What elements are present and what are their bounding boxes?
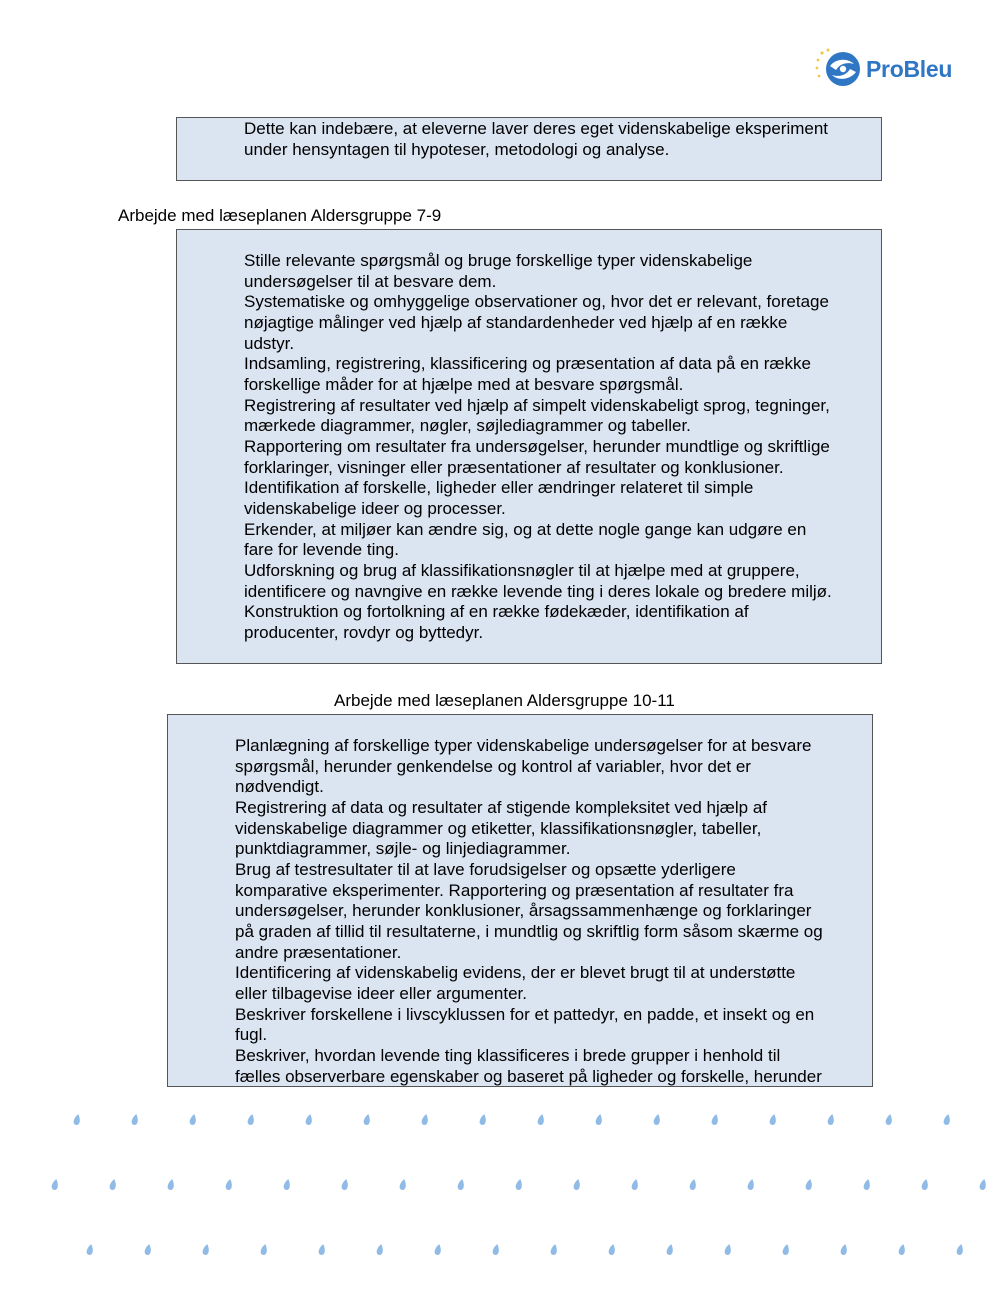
curriculum-line: udstyr. (244, 334, 295, 353)
curriculum-line: forklaringer, visninger eller præsentationer af resultater og konklusioner. (244, 458, 784, 477)
raindrop-icon (666, 1244, 674, 1256)
raindrop-icon (979, 1179, 987, 1191)
raindrop-icon (805, 1179, 813, 1191)
section-heading-7-9: Arbejde med læseplanen Aldersgruppe 7-9 (118, 206, 442, 225)
curriculum-line: Registrering af resultater ved hjælp af simpelt videnskabeligt sprog, tegninger, (244, 396, 830, 415)
curriculum-line: Identificering af videnskabelig evidens, der er blevet brugt til at understøtte (235, 963, 796, 982)
curriculum-line: forskellige måder for at hjælpe med at besvare spørgsmål. (244, 375, 684, 394)
raindrop-icon (434, 1244, 442, 1256)
probleu-emblem-icon (814, 46, 864, 92)
curriculum-line: komparative eksperimenter. Rapportering og præsentation af resultater fra (235, 881, 794, 900)
curriculum-line: Beskriver, hvordan levende ting klassificeres i brede grupper i henhold til (235, 1046, 781, 1065)
raindrop-icon (86, 1244, 94, 1256)
raindrop-icon (608, 1244, 616, 1256)
raindrop-icon (827, 1114, 835, 1126)
curriculum-line: undersøgelser, herunder konklusioner, årsagssammenhænge og forklaringer (235, 901, 812, 920)
intro-line: Dette kan indebære, at eleverne laver deres eget videnskabelige eksperiment (244, 119, 829, 138)
curriculum-line: punktdiagrammer, søjle- og linjediagrammer. (235, 839, 571, 858)
curriculum-line: Stille relevante spørgsmål og bruge forskellige typer videnskabelige (244, 251, 753, 270)
raindrop-pattern (0, 1100, 1000, 1280)
curriculum-line: mærkede diagrammer, nøgler, søjlediagrammer og tabeller. (244, 416, 691, 435)
raindrop-icon (225, 1179, 233, 1191)
curriculum-line: Identifikation af forskelle, ligheder eller ændringer relateret til simple (244, 478, 754, 497)
curriculum-line: fare for levende ting. (244, 540, 399, 559)
raindrop-icon (782, 1244, 790, 1256)
raindrop-icon (769, 1114, 777, 1126)
curriculum-line: Erkender, at miljøer kan ændre sig, og at dette nogle gange kan udgøre en (244, 520, 807, 539)
curriculum-line: på graden af tillid til resultaterne, i mundtlig og skriftlig form såsom skærme og (235, 922, 823, 941)
raindrop-icon (537, 1114, 545, 1126)
raindrop-icon (492, 1244, 500, 1256)
raindrop-icon (399, 1179, 407, 1191)
raindrop-icon (73, 1114, 81, 1126)
curriculum-line: nøjagtige målinger ved hjælp af standardenheder ved hjælp af en række (244, 313, 788, 332)
curriculum-line: spørgsmål, herunder genkendelse og kontrol af variabler, hvor det er (235, 757, 751, 776)
raindrop-icon (550, 1244, 558, 1256)
curriculum-line: Indsamling, registrering, klassificering og præsentation af data på en række (244, 354, 811, 373)
curriculum-line: identificere og navngive en række levende ting i deres lokale og bredere miljø. (244, 582, 832, 601)
raindrop-icon (747, 1179, 755, 1191)
curriculum-line: andre præsentationer. (235, 943, 402, 962)
raindrop-icon (479, 1114, 487, 1126)
curriculum-line: Brug af testresultater til at lave forudsigelser og opsætte yderligere (235, 860, 736, 879)
raindrop-icon (921, 1179, 929, 1191)
raindrop-icon (457, 1179, 465, 1191)
raindrop-icon (573, 1179, 581, 1191)
probleu-logo (814, 46, 964, 92)
raindrop-icon (305, 1114, 313, 1126)
intro-line: under hensyntagen til hypoteser, metodologi og analyse. (244, 140, 670, 159)
curriculum-line: Rapportering om resultater fra undersøgelser, herunder mundtlige og skriftlige (244, 437, 830, 456)
raindrop-icon (515, 1179, 523, 1191)
raindrop-icon (689, 1179, 697, 1191)
raindrop-icon (144, 1244, 152, 1256)
raindrop-icon (653, 1114, 661, 1126)
curriculum-line: fugl. (235, 1025, 268, 1044)
raindrop-icon (421, 1114, 429, 1126)
curriculum-line: Konstruktion og fortolkning af en række fødekæder, identifikation af (244, 602, 749, 621)
curriculum-line: Registrering af data og resultater af stigende kompleksitet ved hjælp af (235, 798, 768, 817)
raindrop-icon (260, 1244, 268, 1256)
raindrop-icon (363, 1114, 371, 1126)
raindrop-icon (885, 1114, 893, 1126)
raindrop-icon (51, 1179, 59, 1191)
raindrop-icon (943, 1114, 951, 1126)
curriculum-line: Planlægning af forskellige typer videnskabelige undersøgelser for at besvare (235, 736, 812, 755)
raindrop-icon (318, 1244, 326, 1256)
raindrop-icon (189, 1114, 197, 1126)
raindrop-icon (595, 1114, 603, 1126)
curriculum-line: producenter, rovdyr og byttedyr. (244, 623, 484, 642)
curriculum-line: eller tilbagevise ideer eller argumenter. (235, 984, 527, 1003)
curriculum-line: Udforskning og brug af klassifikationsnøgler til at hjælpe med at gruppere, (244, 561, 800, 580)
raindrop-icon (341, 1179, 349, 1191)
raindrop-icon (631, 1179, 639, 1191)
curriculum-line: Systematiske og omhyggelige observationer og, hvor det er relevant, foretage (244, 292, 829, 311)
curriculum-line: Beskriver forskellene i livscyklussen for et pattedyr, en padde, et insekt og en (235, 1005, 815, 1024)
curriculum-line: videnskabelige ideer og processer. (244, 499, 506, 518)
raindrop-icon (376, 1244, 384, 1256)
raindrop-icon (840, 1244, 848, 1256)
raindrop-icon (898, 1244, 906, 1256)
section-heading-10-11: Arbejde med læseplanen Aldersgruppe 10-11 (334, 691, 675, 710)
logo-wordmark: ProBleu (866, 56, 953, 82)
raindrop-icon (711, 1114, 719, 1126)
raindrop-icon (109, 1179, 117, 1191)
curriculum-line: nødvendigt. (235, 777, 324, 796)
curriculum-line: fælles observerbare egenskaber og baseret på ligheder og forskelle, herunder (235, 1067, 822, 1086)
raindrop-icon (863, 1179, 871, 1191)
raindrop-icon (167, 1179, 175, 1191)
curriculum-line: videnskabelige diagrammer og etiketter, klassifikationsnøgler, tabeller, (235, 819, 762, 838)
raindrop-icon (724, 1244, 732, 1256)
raindrop-icon (247, 1114, 255, 1126)
raindrop-icon (131, 1114, 139, 1126)
curriculum-line: undersøgelser til at besvare dem. (244, 272, 497, 291)
raindrop-icon (956, 1244, 964, 1256)
raindrop-icon (283, 1179, 291, 1191)
raindrop-icon (202, 1244, 210, 1256)
